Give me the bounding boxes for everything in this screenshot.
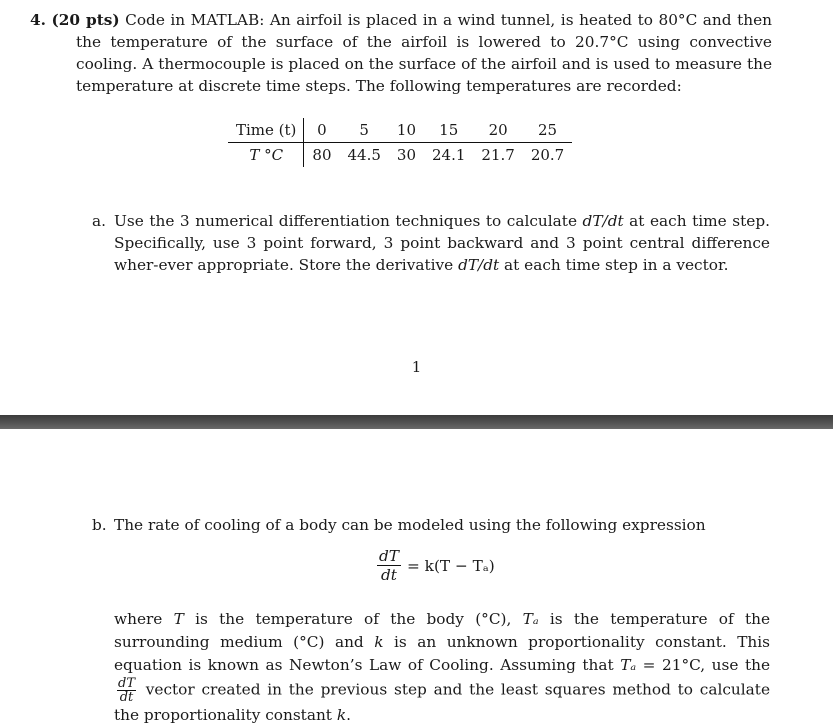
inline-denominator: dt bbox=[119, 690, 134, 705]
inline-numerator: dT bbox=[118, 676, 135, 691]
explanation-text: is the temperature of the body (°C), bbox=[183, 610, 523, 628]
part-a-text: at each time step in a vector. bbox=[499, 256, 729, 274]
temp-row bbox=[228, 143, 572, 168]
time-cell: 10 bbox=[389, 118, 424, 143]
temp-cell: 21.7 bbox=[481, 146, 515, 164]
temp-label: T °C bbox=[228, 143, 304, 168]
time-cell: 0 bbox=[304, 118, 340, 143]
equation-numerator: dT bbox=[379, 547, 399, 565]
page-2 bbox=[0, 429, 833, 722]
explanation-math: k bbox=[336, 706, 347, 724]
part-a-text: Use the 3 numerical differentiation techniques to calculate bbox=[114, 212, 583, 230]
part-a bbox=[92, 210, 770, 276]
part-b-label: b. bbox=[92, 516, 107, 534]
explanation-text: = 21°C, use the bbox=[636, 656, 771, 674]
time-cell: 25 bbox=[523, 118, 572, 143]
time-cell: 20 bbox=[473, 118, 522, 143]
time-cell: 5 bbox=[340, 118, 389, 143]
time-row bbox=[228, 118, 572, 143]
problem-text: Code in MATLAB: An airfoil is placed in a wind tunnel, is heated to 80°C and then the temperature of the surface of the airfoil is lowered to 20.7°C using convective cooling. A thermocouple is placed on the surface of the airfoil and is used to measure the temperature at discrete time steps. The following temperatures are recorded: bbox=[76, 11, 772, 95]
explanation-text: where bbox=[114, 610, 174, 628]
problem-number: 4. bbox=[30, 11, 46, 29]
explanation-math: k bbox=[374, 633, 384, 651]
part-a-label: a. bbox=[92, 212, 106, 230]
time-label: Time (t) bbox=[228, 118, 304, 143]
explanation-text: is an unknown proportionality constant. This equation is known as Newton’s Law of Cooling. Assuming that bbox=[114, 633, 771, 674]
page-divider bbox=[0, 415, 833, 429]
page-number: 1 bbox=[411, 358, 422, 376]
temp-cell: 20.7 bbox=[530, 146, 565, 164]
explanation-text: is the temperature of the surrounding medium (°C) and bbox=[114, 610, 770, 651]
equation-fraction bbox=[377, 547, 401, 584]
equation-denominator: dt bbox=[381, 566, 397, 584]
part-a-math: dT/dt bbox=[582, 212, 624, 230]
explanation-math: Tₐ bbox=[620, 656, 637, 674]
part-a-math: dT/dt bbox=[458, 256, 500, 274]
time-cell: 15 bbox=[424, 118, 473, 143]
temperature-table bbox=[228, 118, 572, 167]
cooling-equation bbox=[377, 547, 495, 584]
part-b-text: The rate of cooling of a body can be modeled using the following expression bbox=[114, 516, 706, 534]
equation-rhs: = k(T − Tₐ) bbox=[407, 556, 495, 575]
problem-statement bbox=[30, 9, 772, 97]
problem-points: (20 pts) bbox=[51, 11, 120, 29]
explanation-math: Tₐ bbox=[522, 610, 539, 628]
explanation-text: vector created in the previous step and the least squares method to calculate the proportionality constant bbox=[114, 680, 770, 724]
explanation-math: T bbox=[173, 610, 184, 628]
explanation-text: . bbox=[346, 706, 351, 724]
temp-cell: 44.5 bbox=[347, 146, 381, 164]
part-a-text: at each time step. Specifically, use 3 point forward, 3 point backward and 3 point central difference wher-ever appropriate. Store the derivative bbox=[114, 212, 770, 274]
part-b-explanation bbox=[114, 608, 770, 727]
temp-cell: 30 bbox=[396, 146, 416, 164]
inline-fraction bbox=[117, 677, 136, 704]
temp-cell: 80 bbox=[312, 146, 332, 164]
temp-cell: 24.1 bbox=[432, 146, 466, 164]
part-b bbox=[92, 514, 770, 536]
